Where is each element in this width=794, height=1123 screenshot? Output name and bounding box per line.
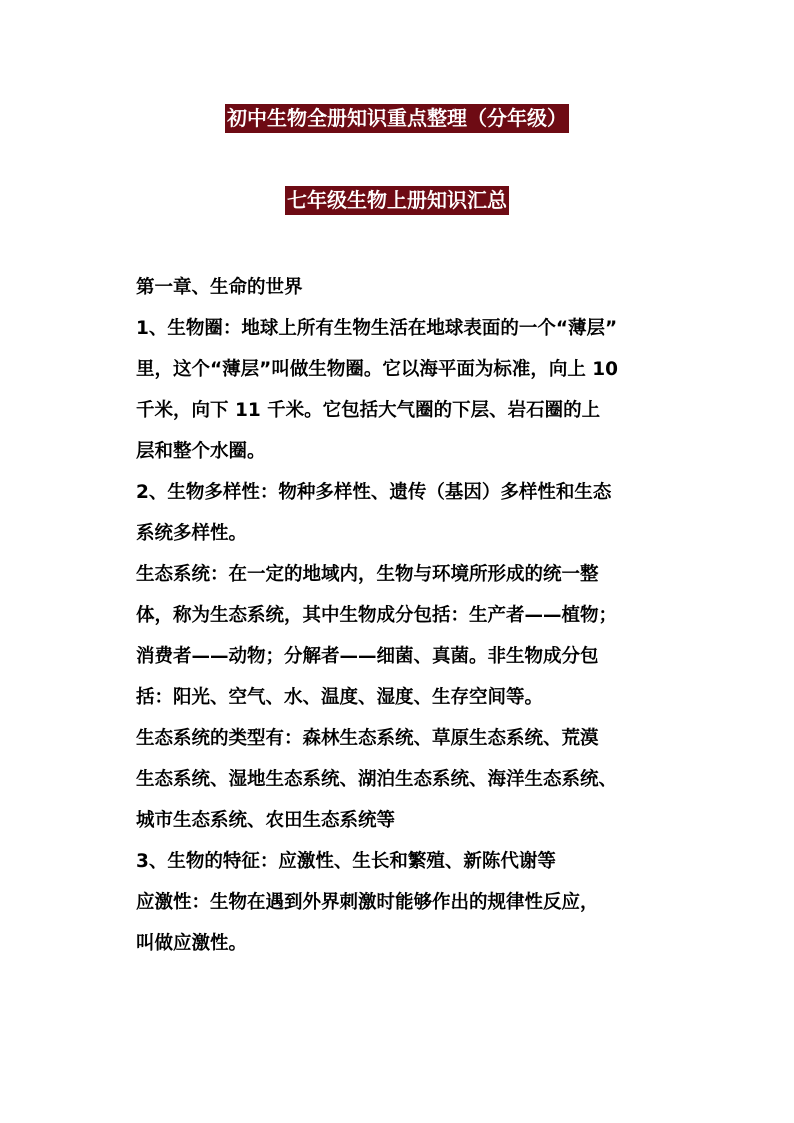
sub-title: 七年级生物上册知识汇总 — [285, 186, 509, 215]
text-line: 叫做应激性。 — [136, 933, 248, 954]
main-title-row — [0, 104, 794, 133]
text-line: 消费者——动物；分解者——细菌、真菌。非生物成分包 — [136, 646, 599, 667]
sub-title-row — [0, 186, 794, 215]
document-body — [136, 267, 666, 964]
text-line: 千米，向下 11 千米。它包括大气圈的下层、岩石圈的上 — [136, 400, 601, 421]
text-line: 生态系统、湿地生态系统、湖泊生态系统、海洋生态系统、 — [136, 769, 618, 790]
text-line: 应激性：生物在遇到外界刺激时能够作出的规律性反应， — [136, 892, 599, 913]
chapter-heading: 第一章、生命的世界 — [136, 277, 303, 298]
text-line: 里，这个“薄层”叫做生物圈。它以海平面为标准，向上 10 — [136, 359, 619, 380]
text-line: 1、生物圈：地球上所有生物生活在地球表面的一个“薄层” — [136, 318, 618, 339]
text-line: 生态系统的类型有：森林生态系统、草原生态系统、荒漠 — [136, 728, 599, 749]
text-line: 生态系统：在一定的地域内，生物与环境所形成的统一整 — [136, 564, 599, 585]
text-line: 2、生物多样性：物种多样性、遗传（基因）多样性和生态 — [136, 482, 612, 503]
text-line: 系统多样性。 — [136, 523, 248, 544]
text-line: 层和整个水圈。 — [136, 441, 266, 462]
main-title: 初中生物全册知识重点整理（分年级） — [225, 104, 569, 133]
text-line: 城市生态系统、农田生态系统等 — [136, 810, 396, 831]
text-line: 括：阳光、空气、水、温度、湿度、生存空间等。 — [136, 687, 544, 708]
text-line: 3、生物的特征：应激性、生长和繁殖、新陈代谢等 — [136, 851, 556, 872]
text-line: 体，称为生态系统，其中生物成分包括：生产者——植物； — [136, 605, 618, 626]
